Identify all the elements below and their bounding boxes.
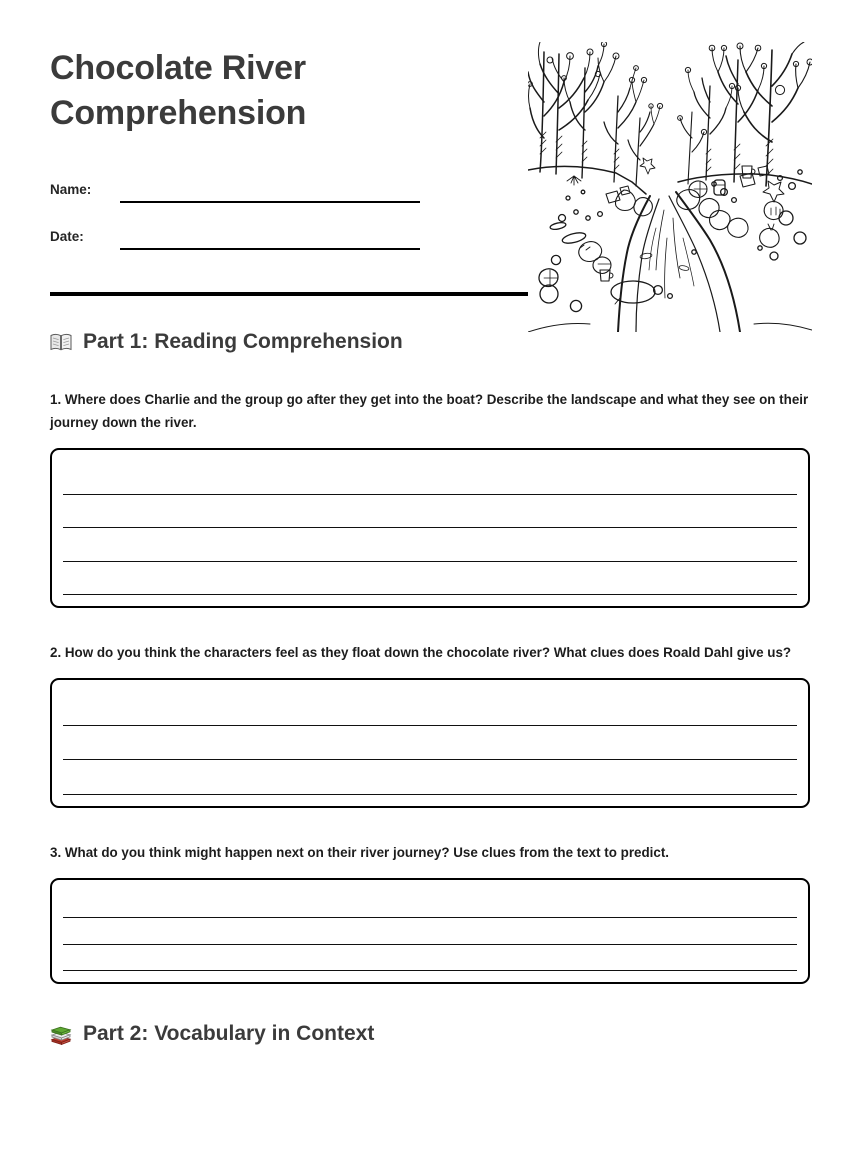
question-2-text: 2. How do you think the characters feel as they float down the chocolate river? What clues does Roald Dahl give us? bbox=[50, 645, 792, 661]
write-line[interactable] bbox=[63, 918, 797, 945]
page-title-line-1: Chocolate River bbox=[50, 49, 306, 87]
section-heading-part-2 bbox=[50, 1022, 810, 1046]
write-line[interactable] bbox=[63, 495, 797, 529]
date-field-row bbox=[50, 210, 430, 250]
write-line[interactable] bbox=[63, 562, 797, 596]
write-line[interactable] bbox=[63, 528, 797, 562]
open-book-icon bbox=[50, 332, 72, 352]
question-3-answer-box[interactable] bbox=[50, 878, 810, 984]
question-1-block bbox=[50, 388, 810, 608]
page-title bbox=[50, 46, 470, 136]
page-title-line-2: Comprehension bbox=[50, 93, 307, 132]
write-line[interactable] bbox=[63, 891, 797, 918]
question-3-text: 3. What do you think might happen next on their river journey? Use clues from the text to predict. bbox=[50, 845, 670, 861]
question-2-block bbox=[50, 641, 810, 808]
write-line[interactable] bbox=[63, 945, 797, 972]
question-2-answer-box[interactable] bbox=[50, 678, 810, 808]
question-1-text: 1. Where does Charlie and the group go after they get into the boat? Describe the landscape and what they see on their journey down the river. bbox=[50, 392, 809, 431]
name-label: Name: bbox=[50, 181, 92, 197]
write-line[interactable] bbox=[63, 691, 797, 726]
section-heading-part-1 bbox=[50, 330, 810, 354]
student-info-fields bbox=[50, 163, 430, 250]
write-line[interactable] bbox=[63, 760, 797, 795]
section-heading-label: Part 2: Vocabulary in Context bbox=[83, 1022, 375, 1046]
write-line[interactable] bbox=[63, 461, 797, 495]
name-field-row bbox=[50, 163, 430, 203]
name-input-line[interactable] bbox=[120, 183, 420, 203]
forest-river-illustration bbox=[528, 42, 812, 332]
question-1-answer-box[interactable] bbox=[50, 448, 810, 608]
section-heading-label: Part 1: Reading Comprehension bbox=[83, 330, 403, 353]
question-3-block bbox=[50, 841, 810, 984]
date-label: Date: bbox=[50, 228, 84, 244]
date-input-line[interactable] bbox=[120, 230, 420, 250]
books-icon bbox=[50, 1024, 72, 1045]
write-line[interactable] bbox=[63, 726, 797, 761]
worksheet-header bbox=[50, 0, 810, 292]
